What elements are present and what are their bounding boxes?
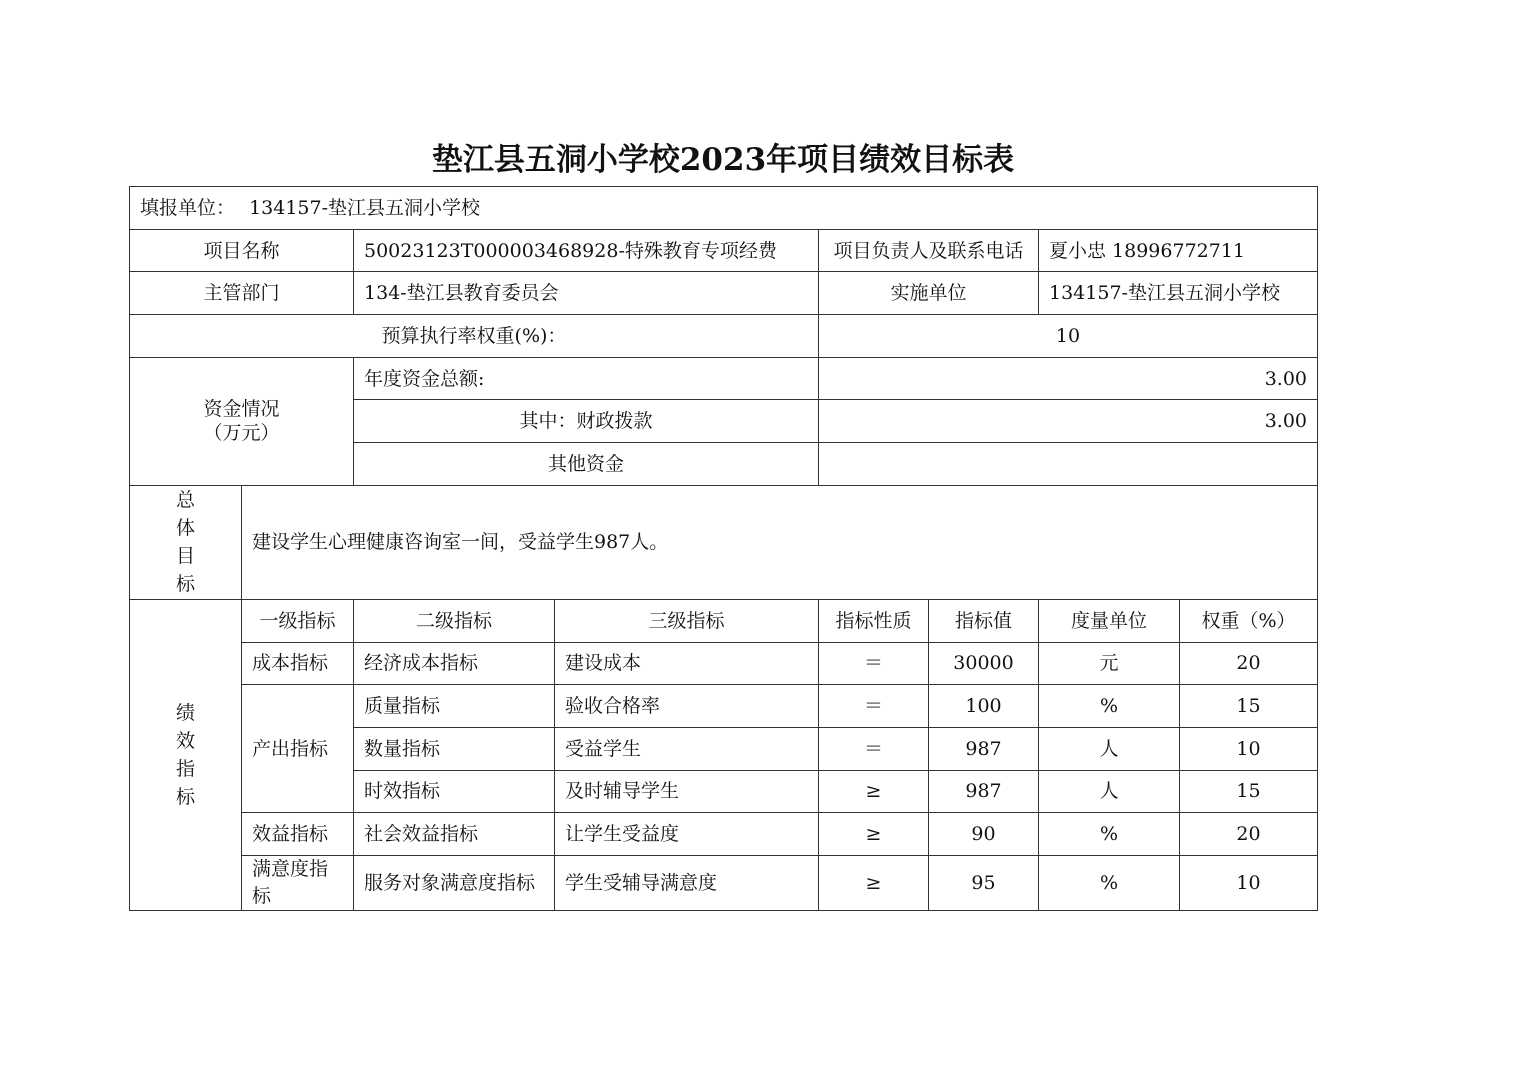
value-cell: 987 bbox=[929, 727, 1039, 770]
table-row bbox=[130, 855, 1318, 910]
goal-label-char: 总 bbox=[175, 489, 195, 512]
impl-unit-value: 134157-垫江县五洞小学校 bbox=[1039, 272, 1318, 315]
column-header: 三级指标 bbox=[555, 599, 819, 642]
funds-fiscal-label: 其中：财政拨款 bbox=[354, 400, 819, 443]
value-cell: 90 bbox=[929, 813, 1039, 856]
nature-cell: ≥ bbox=[819, 813, 929, 856]
budget-rate-value: 10 bbox=[819, 315, 1318, 358]
indicators-label-char: 指 bbox=[175, 757, 195, 780]
nature-cell: ＝ bbox=[819, 685, 929, 728]
value-cell: 987 bbox=[929, 770, 1039, 813]
weight-cell: 10 bbox=[1180, 855, 1318, 910]
level3-cell: 及时辅导学生 bbox=[555, 770, 819, 813]
budget-rate-row bbox=[130, 315, 1318, 358]
level2-cell: 数量指标 bbox=[354, 727, 555, 770]
contact-label: 项目负责人及联系电话 bbox=[819, 229, 1039, 272]
table-row bbox=[130, 685, 1318, 728]
indicators-label-char: 标 bbox=[175, 785, 195, 808]
level2-cell: 服务对象满意度指标 bbox=[354, 855, 555, 910]
project-name-label: 项目名称 bbox=[130, 229, 354, 272]
dept-label: 主管部门 bbox=[130, 272, 354, 315]
level2-cell: 时效指标 bbox=[354, 770, 555, 813]
goal-row bbox=[130, 485, 1318, 599]
level1-cell: 产出指标 bbox=[242, 685, 354, 813]
dept-row bbox=[130, 272, 1318, 315]
weight-cell: 15 bbox=[1180, 685, 1318, 728]
column-header: 度量单位 bbox=[1039, 599, 1180, 642]
level3-cell: 建设成本 bbox=[555, 642, 819, 685]
unit-cell: % bbox=[1039, 813, 1180, 856]
fill-unit-value: 134157-垫江县五洞小学校 bbox=[249, 196, 481, 219]
indicators-label-char: 效 bbox=[175, 729, 195, 752]
performance-table bbox=[129, 186, 1318, 911]
table-row bbox=[130, 642, 1318, 685]
page-title: 垫江县五洞小学校2023年项目绩效目标表 bbox=[431, 142, 1015, 178]
unit-cell: 元 bbox=[1039, 642, 1180, 685]
column-header: 一级指标 bbox=[242, 599, 354, 642]
weight-cell: 15 bbox=[1180, 770, 1318, 813]
value-cell: 30000 bbox=[929, 642, 1039, 685]
level3-cell: 学生受辅导满意度 bbox=[555, 855, 819, 910]
unit-cell: % bbox=[1039, 685, 1180, 728]
nature-cell: ≥ bbox=[819, 855, 929, 910]
goal-label-char: 标 bbox=[175, 573, 195, 596]
nature-cell: ≥ bbox=[819, 770, 929, 813]
nature-cell: ＝ bbox=[819, 727, 929, 770]
column-header: 二级指标 bbox=[354, 599, 555, 642]
fill-unit-row bbox=[130, 187, 1318, 230]
project-name-value: 50023123T000003468928-特殊教育专项经费 bbox=[354, 229, 819, 272]
level2-cell: 社会效益指标 bbox=[354, 813, 555, 856]
column-header: 指标值 bbox=[929, 599, 1039, 642]
table-row bbox=[130, 813, 1318, 856]
funds-fiscal-value: 3.00 bbox=[819, 400, 1318, 443]
column-header: 指标性质 bbox=[819, 599, 929, 642]
level3-cell: 验收合格率 bbox=[555, 685, 819, 728]
funds-total-value: 3.00 bbox=[819, 357, 1318, 400]
contact-value: 夏小忠 18996772711 bbox=[1039, 229, 1318, 272]
unit-cell: 人 bbox=[1039, 770, 1180, 813]
funds-other-value bbox=[819, 443, 1318, 486]
column-header: 权重（%） bbox=[1180, 599, 1318, 642]
funds-label-line1: 资金情况 bbox=[203, 398, 280, 421]
weight-cell: 10 bbox=[1180, 727, 1318, 770]
weight-cell: 20 bbox=[1180, 642, 1318, 685]
value-cell: 100 bbox=[929, 685, 1039, 728]
weight-cell: 20 bbox=[1180, 813, 1318, 856]
indicator-header-row bbox=[130, 599, 1318, 642]
fill-unit-label: 填报单位： bbox=[140, 196, 236, 219]
funds-other-label: 其他资金 bbox=[354, 443, 819, 486]
goal-text: 建设学生心理健康咨询室一间，受益学生987人。 bbox=[242, 485, 1318, 599]
funds-label-line2: （万元） bbox=[203, 422, 280, 445]
funds-total-row bbox=[130, 357, 1318, 400]
project-name-row bbox=[130, 229, 1318, 272]
dept-value: 134-垫江县教育委员会 bbox=[354, 272, 819, 315]
indicators-label-char: 绩 bbox=[175, 701, 195, 724]
level2-cell: 质量指标 bbox=[354, 685, 555, 728]
level3-cell: 受益学生 bbox=[555, 727, 819, 770]
level1-cell: 成本指标 bbox=[242, 642, 354, 685]
budget-rate-label: 预算执行率权重(%)： bbox=[130, 315, 819, 358]
goal-label-char: 目 bbox=[175, 545, 195, 568]
goal-label bbox=[130, 485, 242, 599]
goal-label-char: 体 bbox=[175, 517, 195, 540]
value-cell: 95 bbox=[929, 855, 1039, 910]
unit-cell: 人 bbox=[1039, 727, 1180, 770]
impl-unit-label: 实施单位 bbox=[819, 272, 1039, 315]
level1-cell: 满意度指标 bbox=[242, 855, 354, 910]
level3-cell: 让学生受益度 bbox=[555, 813, 819, 856]
funds-label bbox=[130, 357, 354, 485]
level2-cell: 经济成本指标 bbox=[354, 642, 555, 685]
level1-cell: 效益指标 bbox=[242, 813, 354, 856]
nature-cell: ＝ bbox=[819, 642, 929, 685]
unit-cell: % bbox=[1039, 855, 1180, 910]
fill-unit-cell bbox=[130, 187, 1318, 230]
funds-total-label: 年度资金总额: bbox=[354, 357, 819, 400]
indicators-label bbox=[130, 599, 242, 910]
